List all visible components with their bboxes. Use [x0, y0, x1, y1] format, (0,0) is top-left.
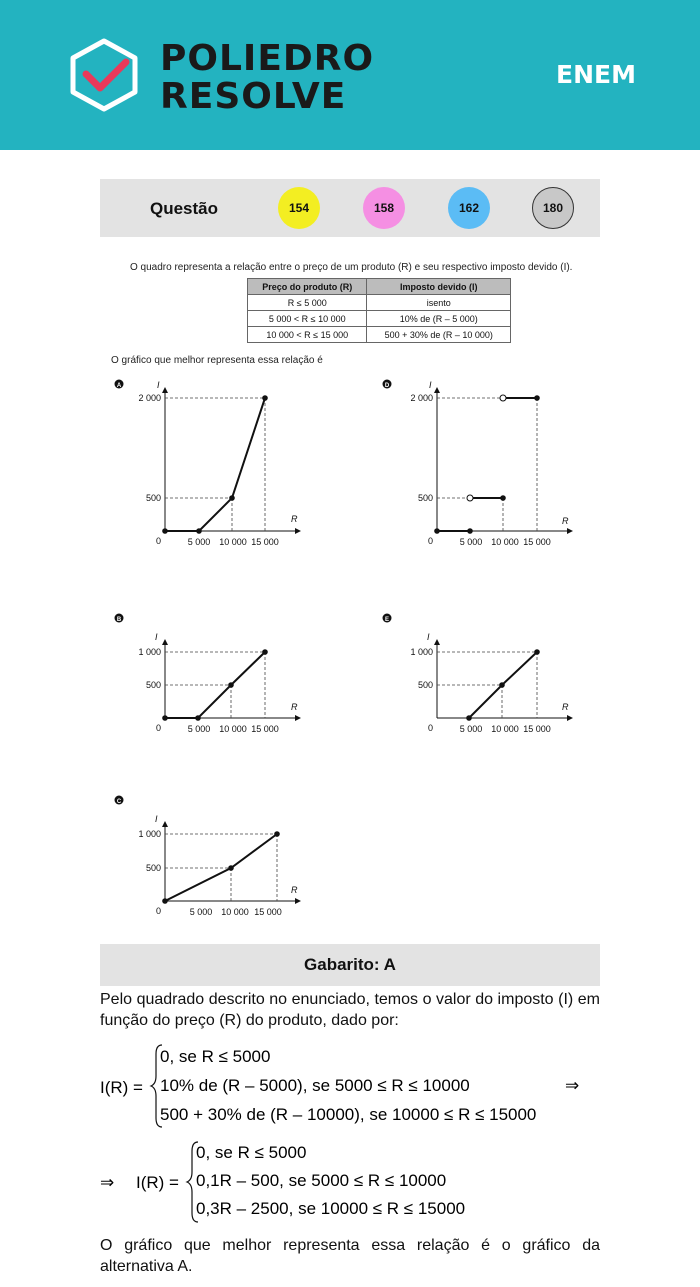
answer-key-label: Gabarito: A	[304, 955, 396, 974]
answer-graphs	[0, 370, 700, 930]
option-letter: B	[116, 617, 122, 623]
system-line: 0,3R – 2500, se 10000 ≤ R ≤ 15000	[196, 1199, 466, 1218]
y-tick: 2 000	[410, 393, 433, 403]
answer-explanation: Pelo quadrado descrito no enunciado, temos o valor do imposto (I) em função do preço (R) do produto, dado por:	[100, 991, 600, 1029]
table-cell: R ≤ 5 000	[248, 295, 367, 311]
x-tick: 5 000	[187, 724, 211, 734]
question-bar	[100, 179, 600, 237]
tax-table	[247, 278, 511, 343]
statement-question: O gráfico que melhor representa essa relação é	[111, 355, 323, 366]
y-tick: 500	[145, 493, 161, 503]
system-line: 10% de (R – 5000), se 5000 ≤ R ≤ 10000	[160, 1076, 470, 1095]
implies-arrow-icon: ⇒	[100, 1173, 115, 1192]
axis-x-label: R	[562, 702, 569, 712]
implies-arrow-icon: ⇒	[565, 1076, 580, 1095]
x-tick: 15 000	[523, 724, 551, 734]
origin-label: 0	[428, 723, 434, 733]
system-line: 0, se R ≤ 5000	[196, 1143, 307, 1162]
y-tick: 500	[417, 493, 433, 503]
system-line: 0, se R ≤ 5000	[160, 1047, 271, 1066]
x-tick: 5 000	[459, 537, 483, 547]
question-number-text: 180	[542, 201, 564, 215]
origin-label: 0	[428, 536, 434, 546]
table-row	[248, 327, 511, 343]
question-label: Questão	[150, 199, 219, 218]
axis-x-label: R	[291, 885, 298, 895]
system-line: 0,1R – 500, se 5000 ≤ R ≤ 10000	[196, 1171, 447, 1190]
axis-x-label: R	[291, 702, 298, 712]
x-tick: 10 000	[219, 537, 247, 547]
option-letter: D	[384, 383, 390, 389]
table-cell: 500 + 30% de (R – 10 000)	[367, 327, 511, 343]
axis-y-label: I	[427, 632, 430, 642]
table-cell: 5 000 < R ≤ 10 000	[248, 311, 367, 327]
y-tick: 500	[417, 680, 433, 690]
question-number-180[interactable]	[532, 187, 574, 229]
origin-label: 0	[156, 536, 162, 546]
table-cell: 10% de (R – 5 000)	[367, 311, 511, 327]
y-tick: 1 000	[138, 829, 161, 839]
table-header: Preço do produto (R)	[248, 279, 367, 295]
exam-label: ENEM	[556, 60, 636, 89]
graph-e[interactable]	[383, 614, 573, 735]
answer-key-bar	[100, 944, 600, 986]
origin-label: 0	[156, 723, 162, 733]
x-tick: 10 000	[491, 724, 519, 734]
table-header: Imposto devido (I)	[367, 279, 511, 295]
x-tick: 5 000	[189, 907, 213, 917]
graph-d[interactable]	[383, 380, 573, 548]
question-number-text: 154	[288, 201, 310, 215]
piecewise-system-2	[100, 1138, 600, 1224]
option-letter: A	[116, 383, 122, 389]
piecewise-system-1	[100, 1040, 600, 1128]
axis-x-label: R	[562, 516, 569, 526]
brand-line1: POLIEDRO	[160, 38, 375, 79]
axis-y-label: I	[429, 380, 432, 390]
x-tick: 10 000	[491, 537, 519, 547]
x-tick: 15 000	[251, 537, 279, 547]
axis-y-label: I	[155, 632, 158, 642]
y-tick: 500	[145, 680, 161, 690]
check-shield-icon	[68, 38, 140, 112]
y-tick: 500	[145, 863, 161, 873]
axis-y-label: I	[155, 814, 158, 824]
table-cell: 10 000 < R ≤ 15 000	[248, 327, 367, 343]
x-tick: 5 000	[459, 724, 483, 734]
axis-y-label: I	[157, 380, 160, 390]
question-number-text: 162	[458, 201, 480, 215]
axis-x-label: R	[291, 514, 298, 524]
x-tick: 5 000	[187, 537, 211, 547]
option-letter: E	[384, 617, 390, 623]
question-number-154[interactable]	[278, 187, 320, 229]
x-tick: 15 000	[523, 537, 551, 547]
graph-b[interactable]	[115, 614, 301, 735]
graph-a[interactable]	[115, 380, 301, 548]
origin-label: 0	[156, 906, 162, 916]
option-letter: C	[116, 799, 122, 805]
graph-c[interactable]	[115, 796, 301, 918]
system-lhs: I(R) =	[100, 1078, 143, 1097]
system-line: 500 + 30% de (R – 10000), se 10000 ≤ R ≤ 15000	[160, 1105, 537, 1124]
y-tick: 1 000	[410, 647, 433, 657]
table-row	[248, 311, 511, 327]
x-tick: 10 000	[219, 724, 247, 734]
answer-conclusion: O gráfico que melhor representa essa relação é o gráfico da alternativa A.	[100, 1237, 600, 1275]
brand-name	[160, 40, 374, 116]
question-number-158[interactable]	[363, 187, 405, 229]
table-row	[248, 295, 511, 311]
header-banner	[0, 0, 700, 150]
table-cell: isento	[367, 295, 511, 311]
x-tick: 10 000	[221, 907, 249, 917]
x-tick: 15 000	[251, 724, 279, 734]
question-number-162[interactable]	[448, 187, 490, 229]
brand-line2: RESOLVE	[160, 76, 347, 117]
question-number-text: 158	[373, 201, 395, 215]
y-tick: 1 000	[138, 647, 161, 657]
statement-intro: O quadro representa a relação entre o preço de um produto (R) e seu respectivo imposto devido (I).	[130, 262, 573, 273]
system-lhs: I(R) =	[136, 1173, 179, 1192]
y-tick: 2 000	[138, 393, 161, 403]
x-tick: 15 000	[254, 907, 282, 917]
